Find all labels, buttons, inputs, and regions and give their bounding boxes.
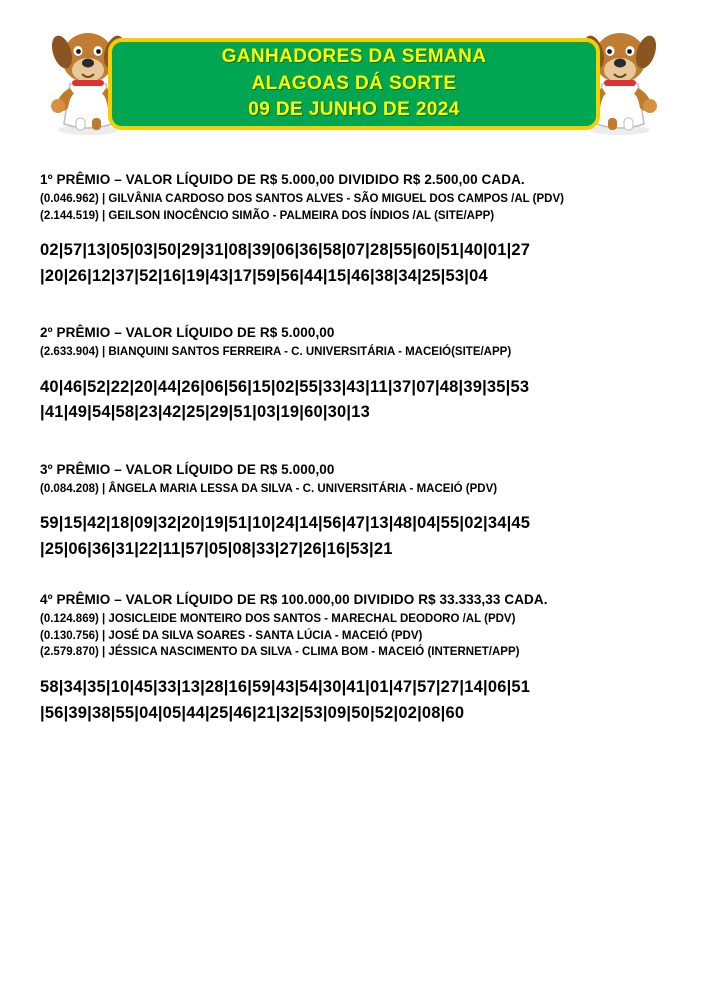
prize-title-2: 2º PRÊMIO – VALOR LÍQUIDO DE R$ 5.000,00 [40, 325, 335, 341]
title-banner [108, 38, 600, 130]
prize-block-1 [40, 172, 668, 289]
numbers-line: 58|34|35|10|45|33|13|28|16|59|43|54|30|41|01|47|57|27|14|06|51 [40, 677, 531, 696]
prize-title-3: 3º PRÊMIO – VALOR LÍQUIDO DE R$ 5.000,00 [40, 461, 335, 477]
banner-line-3: 09 DE JUNHO DE 2024 [248, 99, 460, 121]
prize-title-4: 4º PRÊMIO – VALOR LÍQUIDO DE R$ 100.000,00 DIVIDIDO R$ 33.333,33 CADA. [40, 592, 548, 608]
winner-entry: (2.633.904) | BIANQUINI SANTOS FERREIRA - C. UNIVERSITÁRIA - MACEIÓ(SITE/APP) [40, 346, 512, 359]
prize-list [0, 150, 708, 726]
prize-numbers-1 [40, 238, 668, 289]
section-spacer [40, 299, 668, 325]
numbers-line: |20|26|12|37|52|16|19|43|17|59|56|44|15|46|38|34|25|53|04 [40, 266, 488, 285]
section-spacer [40, 572, 668, 592]
winner-entry: (0.130.756) | JOSÉ DA SILVA SOARES - SANTA LÚCIA - MACEIÓ (PDV) [40, 629, 423, 642]
document-header [0, 0, 708, 150]
winner-entry: (0.046.962) | GILVÂNIA CARDOSO DOS SANTOS ALVES - SÃO MIGUEL DOS CAMPOS /AL (PDV) [40, 193, 564, 205]
numbers-line: |41|49|54|58|23|42|25|29|51|03|19|60|30|13 [40, 403, 370, 422]
numbers-line: 02|57|13|05|03|50|29|31|08|39|06|36|58|07|28|55|60|51|40|01|27 [40, 241, 531, 260]
banner-line-1: GANHADORES DA SEMANA [221, 45, 487, 67]
section-spacer [40, 436, 668, 462]
banner-line-2: ALAGOAS DÁ SORTE [251, 72, 457, 94]
prize-numbers-2 [40, 375, 668, 426]
prize-block-3 [40, 462, 668, 563]
prize-block-4 [40, 592, 668, 726]
numbers-line: 40|46|52|22|20|44|26|06|56|15|02|55|33|43|11|37|07|48|39|35|53 [40, 377, 530, 396]
prize-numbers-4 [40, 675, 668, 726]
winner-entry: (0.124.869) | JOSICLEIDE MONTEIRO DOS SANTOS - MARECHAL DEODORO /AL (PDV) [40, 613, 516, 626]
prize-numbers-3 [40, 511, 668, 562]
winner-entry: (2.144.519) | GEILSON INOCÊNCIO SIMÃO - PALMEIRA DOS ÍNDIOS /AL (SITE/APP) [40, 209, 495, 222]
numbers-line: 59|15|42|18|09|32|20|19|51|10|24|14|56|47|13|48|04|55|02|34|45 [40, 514, 531, 533]
winner-entry: (0.084.208) | ÂNGELA MARIA LESSA DA SILVA - C. UNIVERSITÁRIA - MACEIÓ (PDV) [40, 482, 498, 495]
prize-block-2 [40, 325, 668, 426]
prize-title-1: 1º PRÊMIO – VALOR LÍQUIDO DE R$ 5.000,00 DIVIDIDO R$ 2.500,00 CADA. [40, 172, 525, 187]
numbers-line: |25|06|36|31|22|11|57|05|08|33|27|26|16|53|21 [40, 539, 393, 558]
winner-entry: (2.579.870) | JÉSSICA NASCIMENTO DA SILVA - CLIMA BOM - MACEIÓ (INTERNET/APP) [40, 646, 520, 659]
numbers-line: |56|39|38|55|04|05|44|25|46|21|32|53|09|50|52|02|08|60 [40, 703, 465, 722]
